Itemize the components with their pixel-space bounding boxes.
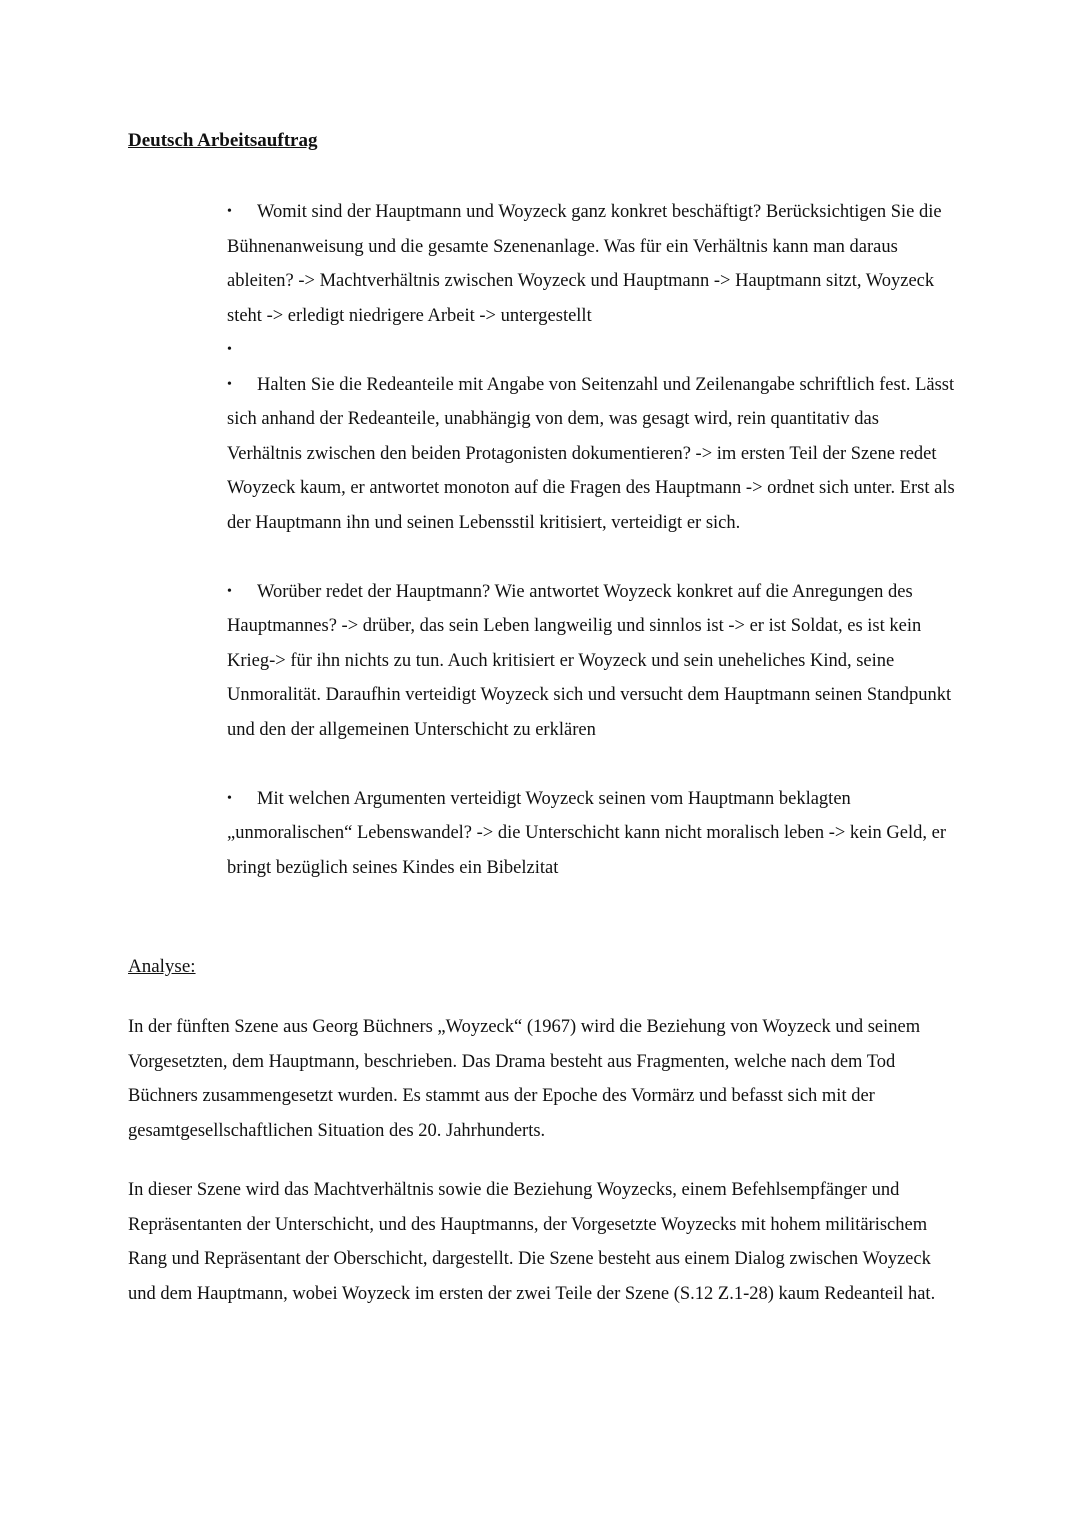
bullet-icon: •	[227, 583, 232, 599]
task-item-2	[227, 333, 957, 368]
task-text: Mit welchen Argumenten verteidigt Woyzeck seinen vom Hauptmann beklagten „unmoralischen“ Lebenswandel? -> die Unterschicht kann nicht moralisch leben -> kein Geld, er bringt bezüglich seines Kindes ein Bibelzitat	[227, 788, 946, 878]
task-item-5	[227, 782, 957, 886]
bullet-icon: •	[227, 342, 232, 357]
task-item-3	[227, 368, 957, 541]
document-title: Deutsch Arbeitsauftrag	[128, 130, 318, 151]
task-text: Womit sind der Hauptmann und Woyzeck ganz konkret beschäftigt? Berücksichtigen Sie die Bühnenanweisung und die gesamte Szenenanlage. Was für ein Verhältnis kann man daraus ableiten? -> Machtverhältnis zwischen Woyzeck und Hauptmann -> Hauptmann sitzt, Woyzeck steht -> erledigt niedrigere Arbeit -> untergestellt	[227, 202, 942, 326]
bullet-icon: •	[227, 790, 232, 806]
bullet-icon: •	[227, 376, 232, 392]
task-item-1	[227, 195, 957, 333]
analysis-heading: Analyse:	[128, 956, 196, 977]
analysis-paragraph-1: In der fünften Szene aus Georg Büchners „Woyzeck“ (1967) wird die Beziehung von Woyzeck und seinem Vorgesetzten, dem Hauptmann, beschrieben. Das Drama besteht aus Fragmenten, welche nach dem Tod Büchners zusammengesetzt wurden. Es stammt aus der Epoche des Vormärz und befasst sich mit der gesamtgesellschaftlichen Situation des 20. Jahrhunderts.	[128, 1017, 921, 1141]
task-item-4	[227, 575, 957, 748]
task-text: Worüber redet der Hauptmann? Wie antwortet Woyzeck konkret auf die Anregungen des Hauptmannes? -> drüber, das sein Leben langweilig und sinnlos ist -> er ist Soldat, es ist kein Krieg-> für ihn nichts zu tun. Auch kritisiert er Woyzeck und sein uneheliches Kind, seine Unmoralität. Daraufhin verteidigt Woyzeck sich und versucht dem Hauptmann seinen Standpunkt und den der allgemeinen Unterschicht zu erklären	[227, 581, 952, 740]
task-text: Halten Sie die Redeanteile mit Angabe von Seitenzahl und Zeilenangabe schriftlich fest. Lässt sich anhand der Redeanteile, unabhängig von dem, was gesagt wird, rein quantitativ das Verhältnis zwischen den beiden Protagonisten dokumentieren? -> im ersten Teil der Szene redet Woyzeck kaum, er antwortet monoton auf die Fragen des Hauptmann -> ordnet sich unter. Erst als der Hauptmann ihn und seinen Lebensstil kritisiert, verteidigt er sich.	[227, 374, 955, 533]
task-list	[227, 195, 957, 885]
analysis-paragraph-2: In dieser Szene wird das Machtverhältnis sowie die Beziehung Woyzecks, einem Befehlsempfänger und Repräsentanten der Unterschicht, und des Hauptmanns, der Vorgesetzte Woyzecks mit hohem militärischem Rang und Repräsentant der Oberschicht, dargestellt. Die Szene besteht aus einem Dialog zwischen Woyzeck und dem Hauptmann, wobei Woyzeck im ersten der zwei Teile der Szene (S.12 Z.1-28) kaum Redeanteil hat.	[128, 1180, 936, 1304]
bullet-icon: •	[227, 204, 232, 219]
